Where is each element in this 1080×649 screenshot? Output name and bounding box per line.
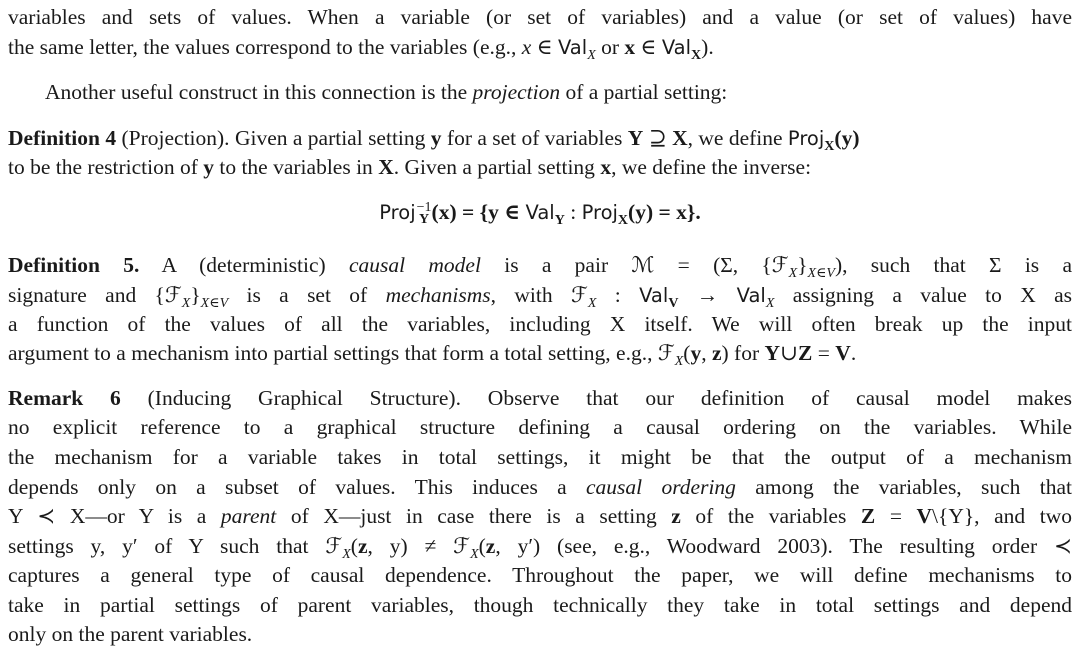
math-sub: X bbox=[587, 48, 596, 63]
text: ) for bbox=[721, 341, 765, 365]
math-var-bold: y bbox=[430, 126, 442, 150]
emphasis: parent bbox=[220, 504, 277, 528]
emphasis: causal ordering bbox=[586, 475, 736, 499]
text: is a set of bbox=[228, 283, 386, 307]
remark-6-line bbox=[8, 414, 1072, 440]
text: , we define the inverse: bbox=[611, 155, 812, 179]
math-arg: (y) bbox=[834, 126, 860, 150]
text: → bbox=[678, 283, 737, 307]
definition-label: Definition 4 bbox=[8, 126, 117, 150]
math-expr: (x) = {y ∈ bbox=[431, 200, 526, 224]
remark-6-line bbox=[8, 533, 1072, 562]
text: only on the parent variables. bbox=[8, 622, 253, 646]
math-var-bold: V bbox=[916, 504, 933, 528]
math-sub: X bbox=[788, 266, 798, 281]
text: ). bbox=[701, 35, 714, 59]
math-sub: Y bbox=[554, 213, 565, 228]
text: . Given a partial setting bbox=[393, 155, 601, 179]
text: among the variables, such that bbox=[735, 475, 1072, 499]
math-var-bold: X bbox=[672, 126, 688, 150]
text: to the variables in bbox=[213, 155, 379, 179]
text: signature and {ℱ bbox=[8, 283, 182, 307]
math-var-bold: z bbox=[357, 534, 368, 558]
math-func: Val bbox=[639, 284, 669, 307]
math-sub: X bbox=[824, 139, 835, 154]
remark-6-line bbox=[8, 444, 1072, 470]
text: no explicit reference to a graphical structure defining a causal ordering on the variables. While bbox=[8, 415, 1072, 439]
text: a function of the values of all the variables, including X itself. We will often break up the input bbox=[8, 312, 1072, 336]
math-op: ∈ bbox=[531, 35, 558, 59]
text: to be the restriction of bbox=[8, 155, 204, 179]
math-func: Val bbox=[661, 36, 692, 59]
math-op: ∈ bbox=[635, 35, 662, 59]
text: of the variables bbox=[680, 504, 861, 528]
definition-5-line bbox=[8, 252, 1072, 281]
math-subsup bbox=[417, 202, 432, 226]
math-sub: X bbox=[181, 296, 191, 311]
text: Y ≺ X—or Y is a bbox=[8, 504, 221, 528]
math-sub: Y bbox=[419, 212, 430, 228]
text: A (deterministic) bbox=[139, 253, 349, 277]
text: Another useful construct in this connection is the bbox=[45, 80, 473, 104]
math-var-bold: x bbox=[624, 35, 636, 59]
math-var-bold: x bbox=[600, 155, 612, 179]
math-var-bold: z bbox=[711, 341, 722, 365]
math-var-bold: Z bbox=[860, 504, 876, 528]
text: } bbox=[190, 283, 201, 307]
math-sub: X bbox=[587, 296, 597, 311]
remark-title: (Inducing Graphical Structure). bbox=[120, 386, 461, 410]
text: the mechanism for a variable takes in total settings, it might be that the output of a mechanism bbox=[8, 445, 1072, 469]
math-func: Val bbox=[736, 284, 766, 307]
text: \{Y}, and two bbox=[932, 504, 1072, 528]
text: , we define bbox=[687, 126, 788, 150]
text: captures a general type of causal dependence. Throughout the paper, we will define mechanisms to bbox=[8, 563, 1072, 587]
math-sub: X bbox=[617, 213, 629, 228]
definition-4-line bbox=[8, 154, 1072, 180]
remark-6-line bbox=[8, 474, 1072, 500]
math-sub: X bbox=[342, 547, 351, 562]
text: the same letter, the values correspond to the variables (e.g., bbox=[8, 35, 522, 59]
text: of X—just in case there is a setting bbox=[276, 504, 672, 528]
text: , y) ≠ ℱ bbox=[367, 534, 471, 558]
math-var: x bbox=[521, 35, 532, 59]
math-func: Val bbox=[525, 201, 555, 224]
definition-title: (Projection). bbox=[116, 126, 230, 150]
math-op: = bbox=[812, 341, 836, 365]
math-sup: −1 bbox=[416, 200, 432, 216]
text: ( bbox=[350, 534, 358, 558]
text: : bbox=[596, 283, 640, 307]
math-var-bold: z bbox=[485, 534, 496, 558]
math-var-bold: z bbox=[671, 504, 681, 528]
emphasis: mechanisms bbox=[385, 283, 491, 307]
text: } bbox=[797, 253, 808, 277]
emphasis: causal model bbox=[348, 253, 481, 277]
math-sub: V bbox=[668, 296, 679, 311]
math-op: ⊇ bbox=[643, 126, 673, 150]
definition-label: Definition 5. bbox=[8, 253, 140, 277]
text: argument to a mechanism into partial settings that form a total setting, e.g., ℱ bbox=[8, 341, 675, 365]
remark-label: Remark 6 bbox=[8, 386, 121, 410]
text: variables and sets of values. When a variable (or set of variables) and a value (or set of values) have bbox=[8, 5, 1072, 29]
text: assigning a value to X as bbox=[774, 283, 1072, 307]
math-var-bold: V bbox=[835, 341, 851, 365]
remark-6-line bbox=[8, 385, 1072, 411]
text: ( bbox=[683, 341, 691, 365]
math-var-bold: Y bbox=[764, 341, 781, 365]
math-sub: X∈V bbox=[807, 266, 835, 281]
math-var-bold: y bbox=[203, 155, 214, 179]
math-sub: X bbox=[674, 354, 684, 369]
remark-6-line bbox=[8, 562, 1072, 588]
math-sub: X bbox=[470, 547, 479, 562]
math-op: = bbox=[875, 504, 917, 528]
definition-4-line bbox=[8, 125, 1072, 152]
math-var-bold: Y bbox=[627, 126, 644, 150]
text: , with ℱ bbox=[490, 283, 588, 307]
math-op: ∪ bbox=[780, 341, 799, 365]
remark-6-line bbox=[8, 621, 1072, 647]
math-var-bold: X bbox=[378, 155, 394, 179]
text: . bbox=[850, 341, 857, 365]
remark-6-line bbox=[8, 503, 1072, 529]
math-func: Proj bbox=[379, 201, 416, 224]
math-var-bold: Z bbox=[798, 341, 813, 365]
paragraph-line bbox=[45, 79, 1072, 105]
math-sub: X bbox=[765, 296, 775, 311]
text: Observe that our definition of causal model makes bbox=[460, 386, 1072, 410]
text: ( bbox=[478, 534, 486, 558]
text: depends only on a subset of values. This induces a bbox=[8, 475, 587, 499]
math-op: : bbox=[564, 200, 582, 224]
text: , y′) (see, e.g., Woodward 2003). The resulting order ≺ bbox=[495, 534, 1072, 558]
text: of a partial setting: bbox=[560, 80, 728, 104]
paragraph-line bbox=[8, 4, 1072, 30]
math-sub: X bbox=[691, 48, 702, 63]
display-equation bbox=[0, 199, 1080, 226]
text: , bbox=[701, 341, 712, 365]
text: ), such that Σ is a bbox=[834, 253, 1072, 277]
paragraph-line bbox=[8, 34, 1072, 61]
emphasis: projection bbox=[472, 80, 561, 104]
text: or bbox=[595, 35, 625, 59]
text: for a set of variables bbox=[441, 126, 628, 150]
math-var-bold: y bbox=[690, 341, 702, 365]
definition-5-line bbox=[8, 282, 1072, 309]
text: is a pair ℳ = (Σ, {ℱ bbox=[480, 253, 789, 277]
text: take in partial settings of parent variables, though technically they take in total settings and depend bbox=[8, 593, 1072, 617]
definition-5-line bbox=[8, 311, 1072, 337]
text: Given a partial setting bbox=[229, 126, 431, 150]
math-sub: X∈V bbox=[200, 296, 229, 311]
definition-5-line bbox=[8, 340, 1072, 369]
math-func: Proj bbox=[787, 127, 825, 150]
math-func: Val bbox=[557, 36, 588, 59]
math-expr: (y) = x}. bbox=[628, 200, 701, 224]
remark-6-line bbox=[8, 592, 1072, 618]
math-func: Proj bbox=[581, 201, 618, 224]
text: settings y, y′ of Y such that ℱ bbox=[8, 534, 343, 558]
